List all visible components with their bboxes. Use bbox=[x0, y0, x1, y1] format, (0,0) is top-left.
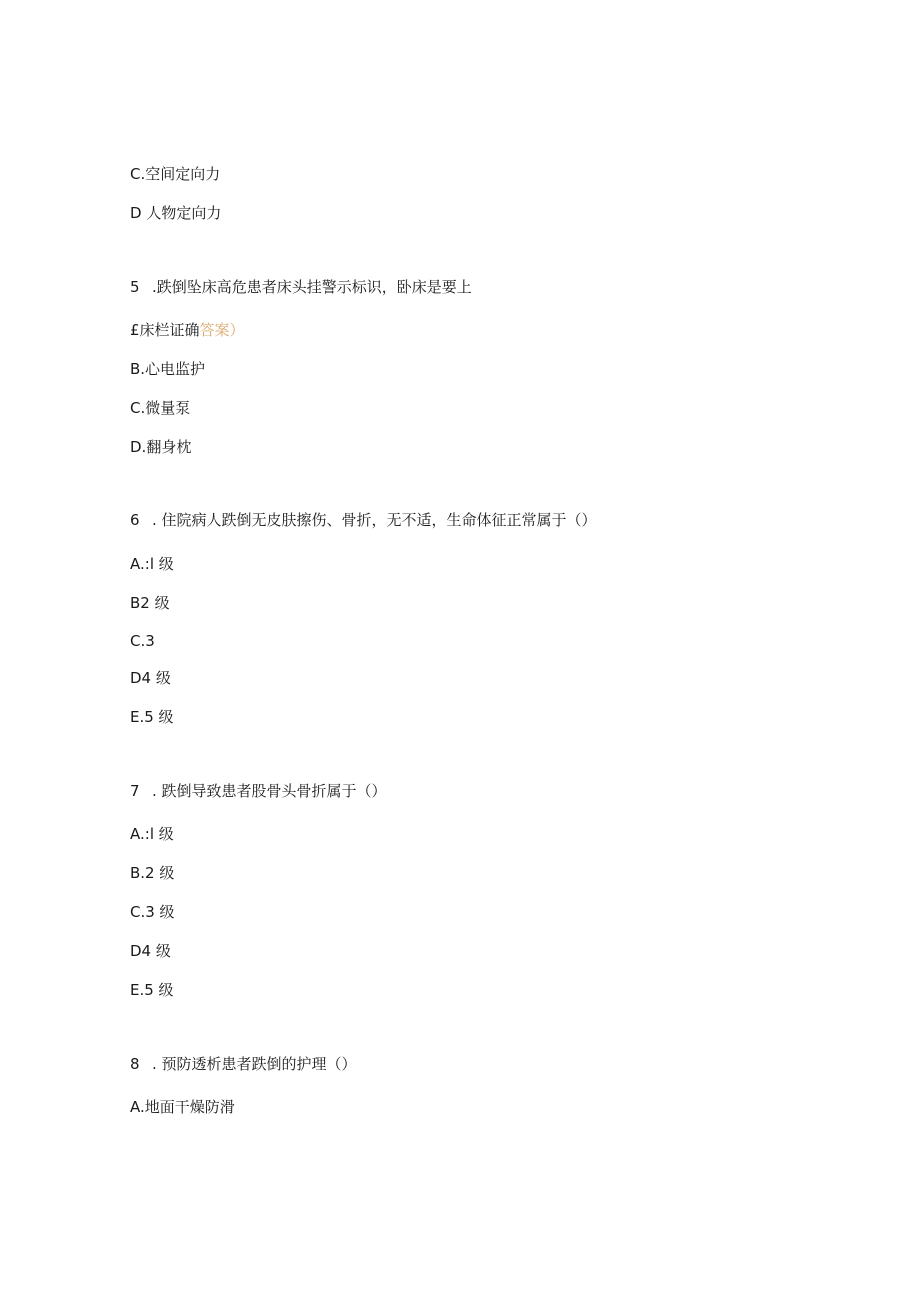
q8-stem bbox=[130, 1054, 357, 1074]
q5-option-a-text: £床栏证确 bbox=[130, 321, 200, 339]
q8-stem-text: . 预防透析患者跌倒的护理（） bbox=[152, 1055, 357, 1073]
q5-number: 5 bbox=[130, 278, 140, 296]
q6-option-d: D4 级 bbox=[130, 669, 171, 687]
q5-option-d: D.翻身枕 bbox=[130, 438, 192, 456]
q7-number: 7 bbox=[130, 782, 140, 800]
q4-option-d: D 人物定向力 bbox=[130, 204, 222, 222]
q7-option-c: C.3 级 bbox=[130, 903, 175, 921]
q7-option-e: E.5 级 bbox=[130, 981, 174, 999]
q8-number: 8 bbox=[130, 1055, 140, 1073]
q5-answer-hint: 答案） bbox=[199, 321, 245, 339]
q6-option-e: E.5 级 bbox=[130, 708, 174, 726]
q7-option-d: D4 级 bbox=[130, 942, 171, 960]
q6-option-b: B2 级 bbox=[130, 594, 170, 612]
q6-option-a: A.:l 级 bbox=[130, 555, 174, 573]
q7-stem bbox=[130, 781, 387, 801]
q7-option-a: A.:l 级 bbox=[130, 825, 174, 843]
q5-stem bbox=[130, 277, 472, 297]
q5-option-b: B.心电监护 bbox=[130, 360, 206, 378]
q7-option-b: B.2 级 bbox=[130, 864, 175, 882]
q5-option-a bbox=[130, 320, 245, 340]
q5-stem-text: .跌倒坠床高危患者床头挂警示标识，卧床是要上 bbox=[152, 278, 472, 296]
q7-stem-text: . 跌倒导致患者股骨头骨折属于（） bbox=[152, 782, 387, 800]
q6-number: 6 bbox=[130, 511, 140, 529]
q8-option-a: A.地面干燥防滑 bbox=[130, 1098, 235, 1116]
q4-option-c: C.空间定向力 bbox=[130, 165, 221, 183]
q5-option-c: C.微量泵 bbox=[130, 399, 191, 417]
q6-option-c: C.3 bbox=[130, 632, 155, 650]
q6-stem bbox=[130, 510, 597, 530]
q6-stem-text: . 住院病人跌倒无皮肤擦伤、骨折，无不适，生命体征正常属于（） bbox=[152, 511, 597, 529]
